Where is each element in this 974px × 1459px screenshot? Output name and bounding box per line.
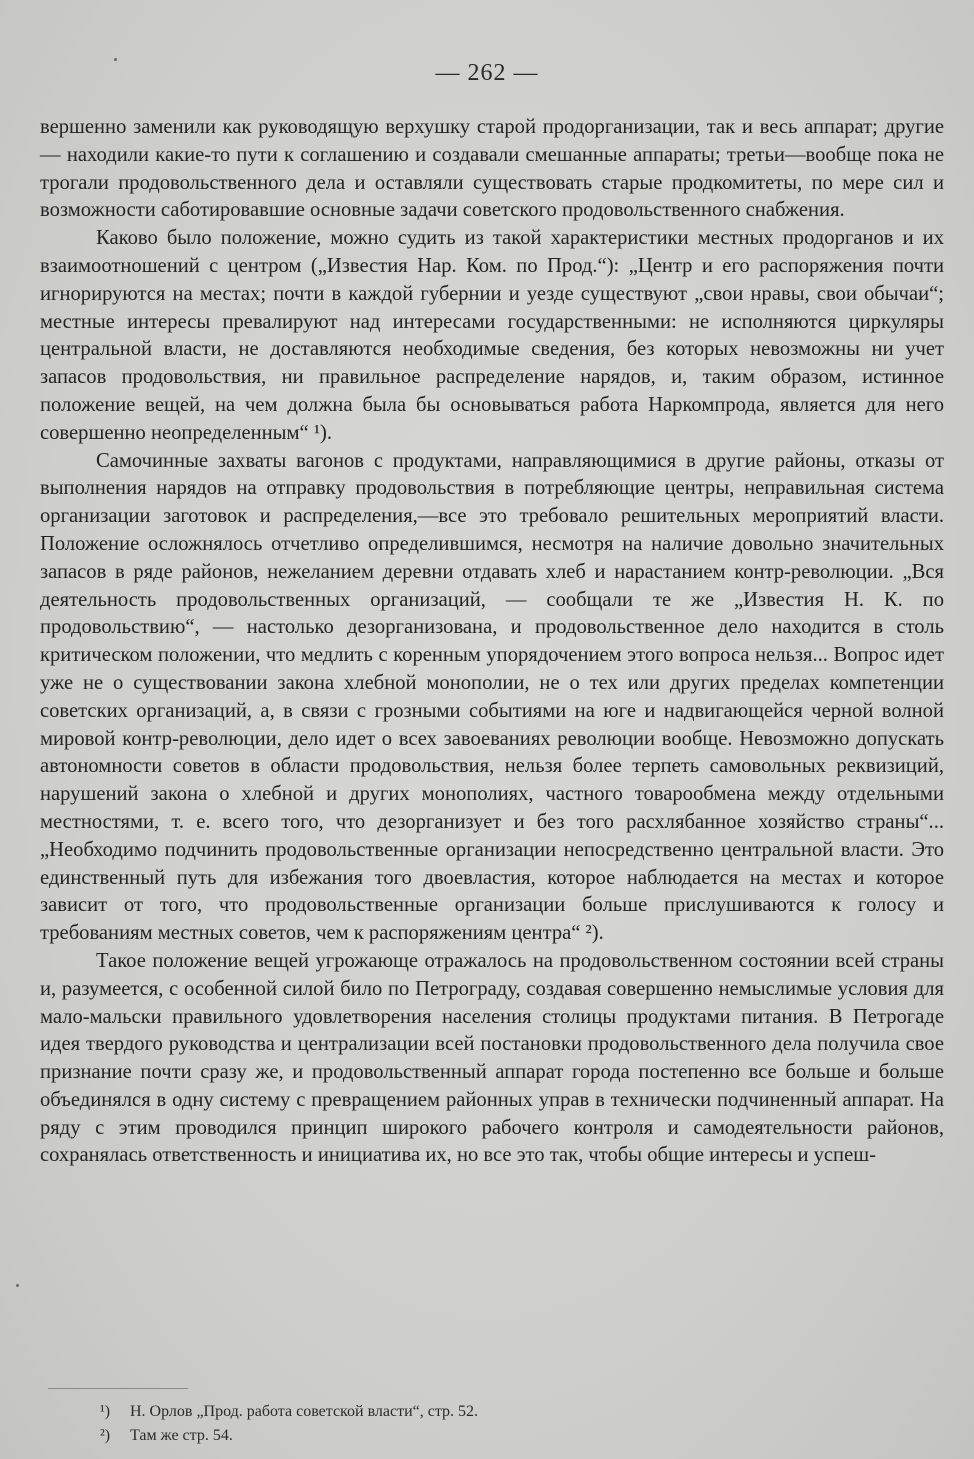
footnote xyxy=(100,1400,800,1424)
page-number: — 262 — xyxy=(435,60,539,86)
paragraph: Самочинные захваты вагонов с продуктами, направляющимися в другие районы, отказы от выполнения нарядов на отправку продовольствия в потребляющие центры, неправильная система организации заготовок и распределения,—все это требовало решительных мероприятий власти. Положение осложнялось отчетливо определившимся, несмотря на наличие довольно значительных запасов в ряде районов, нежеланием деревни отдавать хлеб и нарастанием контр-революции. „Вся деятельность продовольственных организаций, — сообщали те же „Известия Н. К. по продовольствию“, — настолько дезорганизована, и продовольственное дело находится в столь критическом положении, что медлить с коренным упорядочением этого вопроса нельзя... Вопрос идет уже не о существовании закона хлебной монополии, не о тех или других пределах компетенции советских организаций, а, в связи с грозными событиями на юге и надвигающейся черной волной мировой контр-революции, дело идет о всех завоеваниях революции вообще. Невозможно допускать автономности советов в области продовольствия, нельзя более терпеть самовольных реквизиций, нарушений закона о хлебной и других монополиях, частного товарообмена между отдельными местностями, т. е. всего того, что дезорганизует и без того расхлябанное хозяйство страны“... „Необходимо подчинить продовольственные организации непосредственно центральной власти. Это единственный путь для избежания того двоевластия, которое наблюдается на местах и которое зависит от того, что продовольственные организации больше прислушиваются к голосу и требованиям местных советов, чем к распоряжениям центра“ ²). xyxy=(40,449,944,945)
scan-speck xyxy=(16,1284,19,1287)
footnote xyxy=(100,1424,800,1448)
footnotes xyxy=(100,1400,800,1448)
body-text xyxy=(40,114,944,1170)
paragraph: Такое положение вещей угрожающе отражалось на продовольственном состоянии всей страны и, разумеется, с особенной силой било по Петрограду, создавая совершенно немыслимые условия для мало-мальски правильного удовлетворения населения столицы продуктами питания. В Петрогаде идея твердого руководства и централизации всей постановки продовольственного дела получила свое признание почти сразу же, и продовольственный аппарат города постепенно все больше и больше объединялся в одну систему с превращением районных управ в технически подчиненный аппарат. На ряду с этим проводился принцип широкого рабочего контроля и самодеятельности районов, сохранялась ответственность и инициатива их, но все это так, чтобы общие интересы и успеш- xyxy=(40,949,944,1167)
footnote-text: Н. Орлов „Прод. работа советской власти“, стр. 52. xyxy=(130,1403,479,1420)
footnote-mark: ¹) xyxy=(100,1403,111,1420)
footnote-text: Там же стр. 54. xyxy=(130,1427,233,1444)
footnote-divider xyxy=(48,1388,188,1389)
paragraph: вершенно заменили как руководящую верхушку старой продорганизации, так и весь аппарат; другие — находили какие-то пути к соглашению и создавали смешанные аппараты; третьи—вообще пока не трогали продовольственного дела и оставляли существовать старые продкомитеты, по мере сил и возможности саботировавшие основные задачи советского продовольственного снабжения. xyxy=(40,116,944,222)
paragraph: Каково было положение, можно судить из такой характеристики местных продорганов и их взаимоотношений с центром („Известия Нар. Ком. по Прод.“): „Центр и его распоряжения почти игнорируются на местах; почти в каждой губернии и уезде существуют „свои нравы, свои обычаи“; местные интересы превалируют над интересами государственными: не исполняются циркуляры центральной власти, не доставляются необходимые сведения, без которых невозможны ни учет запасов продовольствия, ни правильное распределение нарядов, и, таким образом, истинное положение вещей, на чем должна была бы основываться работа Наркомпрода, является для него совершенно неопределенным“ ¹). xyxy=(40,227,944,444)
footnote-mark: ²) xyxy=(100,1427,111,1444)
